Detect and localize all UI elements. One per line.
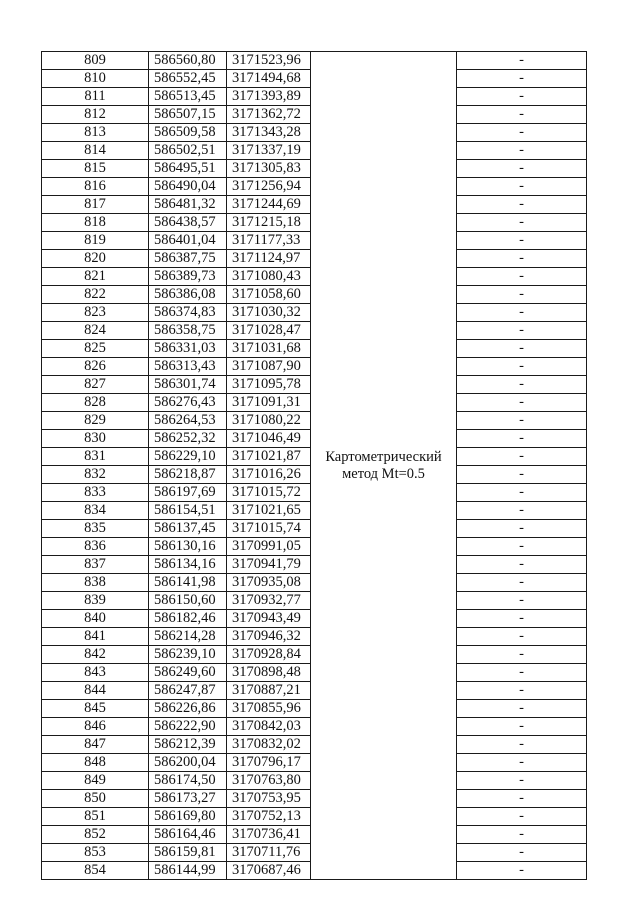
- y-coordinate-cell: 3171343,28: [227, 124, 311, 142]
- x-coordinate-cell: 586389,73: [149, 268, 227, 286]
- x-coordinate-cell: 586150,60: [149, 592, 227, 610]
- accuracy-cell: -: [457, 682, 587, 700]
- accuracy-cell: -: [457, 268, 587, 286]
- y-coordinate-cell: 3171021,65: [227, 502, 311, 520]
- coordinate-table: [41, 51, 587, 880]
- accuracy-cell: -: [457, 250, 587, 268]
- point-number-cell: 842: [42, 646, 149, 664]
- y-coordinate-cell: 3171362,72: [227, 106, 311, 124]
- accuracy-cell: -: [457, 142, 587, 160]
- accuracy-cell: -: [457, 538, 587, 556]
- y-coordinate-cell: 3170991,05: [227, 538, 311, 556]
- x-coordinate-cell: 586507,15: [149, 106, 227, 124]
- accuracy-cell: -: [457, 700, 587, 718]
- x-coordinate-cell: 586513,45: [149, 88, 227, 106]
- x-coordinate-cell: 586313,43: [149, 358, 227, 376]
- accuracy-cell: -: [457, 790, 587, 808]
- x-coordinate-cell: 586276,43: [149, 394, 227, 412]
- y-coordinate-cell: 3171031,68: [227, 340, 311, 358]
- point-number-cell: 836: [42, 538, 149, 556]
- x-coordinate-cell: 586222,90: [149, 718, 227, 736]
- x-coordinate-cell: 586560,80: [149, 52, 227, 70]
- y-coordinate-cell: 3171305,83: [227, 160, 311, 178]
- x-coordinate-cell: 586358,75: [149, 322, 227, 340]
- x-coordinate-cell: 586552,45: [149, 70, 227, 88]
- y-coordinate-cell: 3171494,68: [227, 70, 311, 88]
- point-number-cell: 823: [42, 304, 149, 322]
- method-label-line2: метод Mt=0.5: [342, 465, 425, 482]
- x-coordinate-cell: 586481,32: [149, 196, 227, 214]
- y-coordinate-cell: 3171256,94: [227, 178, 311, 196]
- point-number-cell: 826: [42, 358, 149, 376]
- x-coordinate-cell: 586144,99: [149, 862, 227, 880]
- point-number-cell: 818: [42, 214, 149, 232]
- y-coordinate-cell: 3171030,32: [227, 304, 311, 322]
- x-coordinate-cell: 586509,58: [149, 124, 227, 142]
- method-label-line1: Картометрический: [325, 448, 442, 465]
- point-number-cell: 812: [42, 106, 149, 124]
- point-number-cell: 850: [42, 790, 149, 808]
- point-number-cell: 847: [42, 736, 149, 754]
- accuracy-cell: -: [457, 592, 587, 610]
- x-coordinate-cell: 586159,81: [149, 844, 227, 862]
- table-row: [42, 52, 587, 70]
- accuracy-cell: -: [457, 88, 587, 106]
- x-coordinate-cell: 586141,98: [149, 574, 227, 592]
- y-coordinate-cell: 3171393,89: [227, 88, 311, 106]
- accuracy-cell: -: [457, 124, 587, 142]
- x-coordinate-cell: 586214,28: [149, 628, 227, 646]
- point-number-cell: 814: [42, 142, 149, 160]
- point-number-cell: 817: [42, 196, 149, 214]
- accuracy-cell: -: [457, 646, 587, 664]
- point-number-cell: 843: [42, 664, 149, 682]
- point-number-cell: 824: [42, 322, 149, 340]
- accuracy-cell: -: [457, 178, 587, 196]
- point-number-cell: 827: [42, 376, 149, 394]
- accuracy-cell: -: [457, 70, 587, 88]
- accuracy-cell: -: [457, 358, 587, 376]
- accuracy-cell: -: [457, 304, 587, 322]
- y-coordinate-cell: 3170943,49: [227, 610, 311, 628]
- y-coordinate-cell: 3171028,47: [227, 322, 311, 340]
- point-number-cell: 837: [42, 556, 149, 574]
- y-coordinate-cell: 3170763,80: [227, 772, 311, 790]
- accuracy-cell: -: [457, 394, 587, 412]
- accuracy-cell: -: [457, 772, 587, 790]
- point-number-cell: 811: [42, 88, 149, 106]
- point-number-cell: 833: [42, 484, 149, 502]
- point-number-cell: 816: [42, 178, 149, 196]
- y-coordinate-cell: 3171015,74: [227, 520, 311, 538]
- accuracy-cell: -: [457, 286, 587, 304]
- point-number-cell: 838: [42, 574, 149, 592]
- y-coordinate-cell: 3170796,17: [227, 754, 311, 772]
- y-coordinate-cell: 3171015,72: [227, 484, 311, 502]
- point-number-cell: 848: [42, 754, 149, 772]
- accuracy-cell: -: [457, 610, 587, 628]
- x-coordinate-cell: 586137,45: [149, 520, 227, 538]
- point-number-cell: 852: [42, 826, 149, 844]
- point-number-cell: 854: [42, 862, 149, 880]
- point-number-cell: 832: [42, 466, 149, 484]
- point-number-cell: 809: [42, 52, 149, 70]
- accuracy-cell: -: [457, 52, 587, 70]
- y-coordinate-cell: 3170687,46: [227, 862, 311, 880]
- accuracy-cell: -: [457, 484, 587, 502]
- x-coordinate-cell: 586502,51: [149, 142, 227, 160]
- point-number-cell: 845: [42, 700, 149, 718]
- x-coordinate-cell: 586134,16: [149, 556, 227, 574]
- x-coordinate-cell: 586164,46: [149, 826, 227, 844]
- x-coordinate-cell: 586386,08: [149, 286, 227, 304]
- y-coordinate-cell: 3170736,41: [227, 826, 311, 844]
- point-number-cell: 846: [42, 718, 149, 736]
- point-number-cell: 835: [42, 520, 149, 538]
- x-coordinate-cell: 586200,04: [149, 754, 227, 772]
- accuracy-cell: -: [457, 718, 587, 736]
- accuracy-cell: -: [457, 844, 587, 862]
- y-coordinate-cell: 3170935,08: [227, 574, 311, 592]
- point-number-cell: 844: [42, 682, 149, 700]
- point-number-cell: 819: [42, 232, 149, 250]
- y-coordinate-cell: 3170887,21: [227, 682, 311, 700]
- x-coordinate-cell: 586226,86: [149, 700, 227, 718]
- x-coordinate-cell: 586247,87: [149, 682, 227, 700]
- point-number-cell: 834: [42, 502, 149, 520]
- x-coordinate-cell: 586264,53: [149, 412, 227, 430]
- y-coordinate-cell: 3171177,33: [227, 232, 311, 250]
- y-coordinate-cell: 3171095,78: [227, 376, 311, 394]
- method-cell: [311, 52, 457, 880]
- x-coordinate-cell: 586239,10: [149, 646, 227, 664]
- y-coordinate-cell: 3171080,43: [227, 268, 311, 286]
- y-coordinate-cell: 3171523,96: [227, 52, 311, 70]
- point-number-cell: 830: [42, 430, 149, 448]
- x-coordinate-cell: 586154,51: [149, 502, 227, 520]
- y-coordinate-cell: 3170928,84: [227, 646, 311, 664]
- accuracy-cell: -: [457, 322, 587, 340]
- accuracy-cell: -: [457, 232, 587, 250]
- accuracy-cell: -: [457, 340, 587, 358]
- x-coordinate-cell: 586229,10: [149, 448, 227, 466]
- y-coordinate-cell: 3170932,77: [227, 592, 311, 610]
- point-number-cell: 820: [42, 250, 149, 268]
- x-coordinate-cell: 586387,75: [149, 250, 227, 268]
- y-coordinate-cell: 3170941,79: [227, 556, 311, 574]
- y-coordinate-cell: 3171337,19: [227, 142, 311, 160]
- accuracy-cell: -: [457, 556, 587, 574]
- accuracy-cell: -: [457, 430, 587, 448]
- x-coordinate-cell: 586331,03: [149, 340, 227, 358]
- point-number-cell: 813: [42, 124, 149, 142]
- y-coordinate-cell: 3170832,02: [227, 736, 311, 754]
- accuracy-cell: -: [457, 808, 587, 826]
- point-number-cell: 841: [42, 628, 149, 646]
- accuracy-cell: -: [457, 160, 587, 178]
- coordinate-table-body: [42, 52, 587, 880]
- accuracy-cell: -: [457, 862, 587, 880]
- accuracy-cell: -: [457, 664, 587, 682]
- y-coordinate-cell: 3171016,26: [227, 466, 311, 484]
- x-coordinate-cell: 586301,74: [149, 376, 227, 394]
- accuracy-cell: -: [457, 106, 587, 124]
- y-coordinate-cell: 3171244,69: [227, 196, 311, 214]
- x-coordinate-cell: 586174,50: [149, 772, 227, 790]
- x-coordinate-cell: 586130,16: [149, 538, 227, 556]
- x-coordinate-cell: 586218,87: [149, 466, 227, 484]
- x-coordinate-cell: 586438,57: [149, 214, 227, 232]
- x-coordinate-cell: 586490,04: [149, 178, 227, 196]
- x-coordinate-cell: 586169,80: [149, 808, 227, 826]
- accuracy-cell: -: [457, 196, 587, 214]
- x-coordinate-cell: 586252,32: [149, 430, 227, 448]
- y-coordinate-cell: 3171124,97: [227, 250, 311, 268]
- x-coordinate-cell: 586173,27: [149, 790, 227, 808]
- point-number-cell: 825: [42, 340, 149, 358]
- x-coordinate-cell: 586197,69: [149, 484, 227, 502]
- y-coordinate-cell: 3171087,90: [227, 358, 311, 376]
- x-coordinate-cell: 586182,46: [149, 610, 227, 628]
- y-coordinate-cell: 3171091,31: [227, 394, 311, 412]
- accuracy-cell: -: [457, 628, 587, 646]
- accuracy-cell: -: [457, 412, 587, 430]
- accuracy-cell: -: [457, 520, 587, 538]
- point-number-cell: 829: [42, 412, 149, 430]
- y-coordinate-cell: 3170752,13: [227, 808, 311, 826]
- y-coordinate-cell: 3171080,22: [227, 412, 311, 430]
- point-number-cell: 851: [42, 808, 149, 826]
- accuracy-cell: -: [457, 754, 587, 772]
- y-coordinate-cell: 3171215,18: [227, 214, 311, 232]
- y-coordinate-cell: 3171021,87: [227, 448, 311, 466]
- y-coordinate-cell: 3170855,96: [227, 700, 311, 718]
- x-coordinate-cell: 586249,60: [149, 664, 227, 682]
- point-number-cell: 828: [42, 394, 149, 412]
- x-coordinate-cell: 586212,39: [149, 736, 227, 754]
- accuracy-cell: -: [457, 574, 587, 592]
- point-number-cell: 815: [42, 160, 149, 178]
- coordinate-table-page: [41, 51, 587, 880]
- y-coordinate-cell: 3170711,76: [227, 844, 311, 862]
- x-coordinate-cell: 586374,83: [149, 304, 227, 322]
- accuracy-cell: -: [457, 214, 587, 232]
- y-coordinate-cell: 3170753,95: [227, 790, 311, 808]
- point-number-cell: 849: [42, 772, 149, 790]
- accuracy-cell: -: [457, 502, 587, 520]
- point-number-cell: 840: [42, 610, 149, 628]
- accuracy-cell: -: [457, 736, 587, 754]
- x-coordinate-cell: 586401,04: [149, 232, 227, 250]
- accuracy-cell: -: [457, 376, 587, 394]
- y-coordinate-cell: 3171058,60: [227, 286, 311, 304]
- accuracy-cell: -: [457, 466, 587, 484]
- accuracy-cell: -: [457, 826, 587, 844]
- y-coordinate-cell: 3171046,49: [227, 430, 311, 448]
- point-number-cell: 839: [42, 592, 149, 610]
- y-coordinate-cell: 3170946,32: [227, 628, 311, 646]
- point-number-cell: 821: [42, 268, 149, 286]
- point-number-cell: 831: [42, 448, 149, 466]
- point-number-cell: 822: [42, 286, 149, 304]
- point-number-cell: 810: [42, 70, 149, 88]
- point-number-cell: 853: [42, 844, 149, 862]
- y-coordinate-cell: 3170898,48: [227, 664, 311, 682]
- y-coordinate-cell: 3170842,03: [227, 718, 311, 736]
- accuracy-cell: -: [457, 448, 587, 466]
- x-coordinate-cell: 586495,51: [149, 160, 227, 178]
